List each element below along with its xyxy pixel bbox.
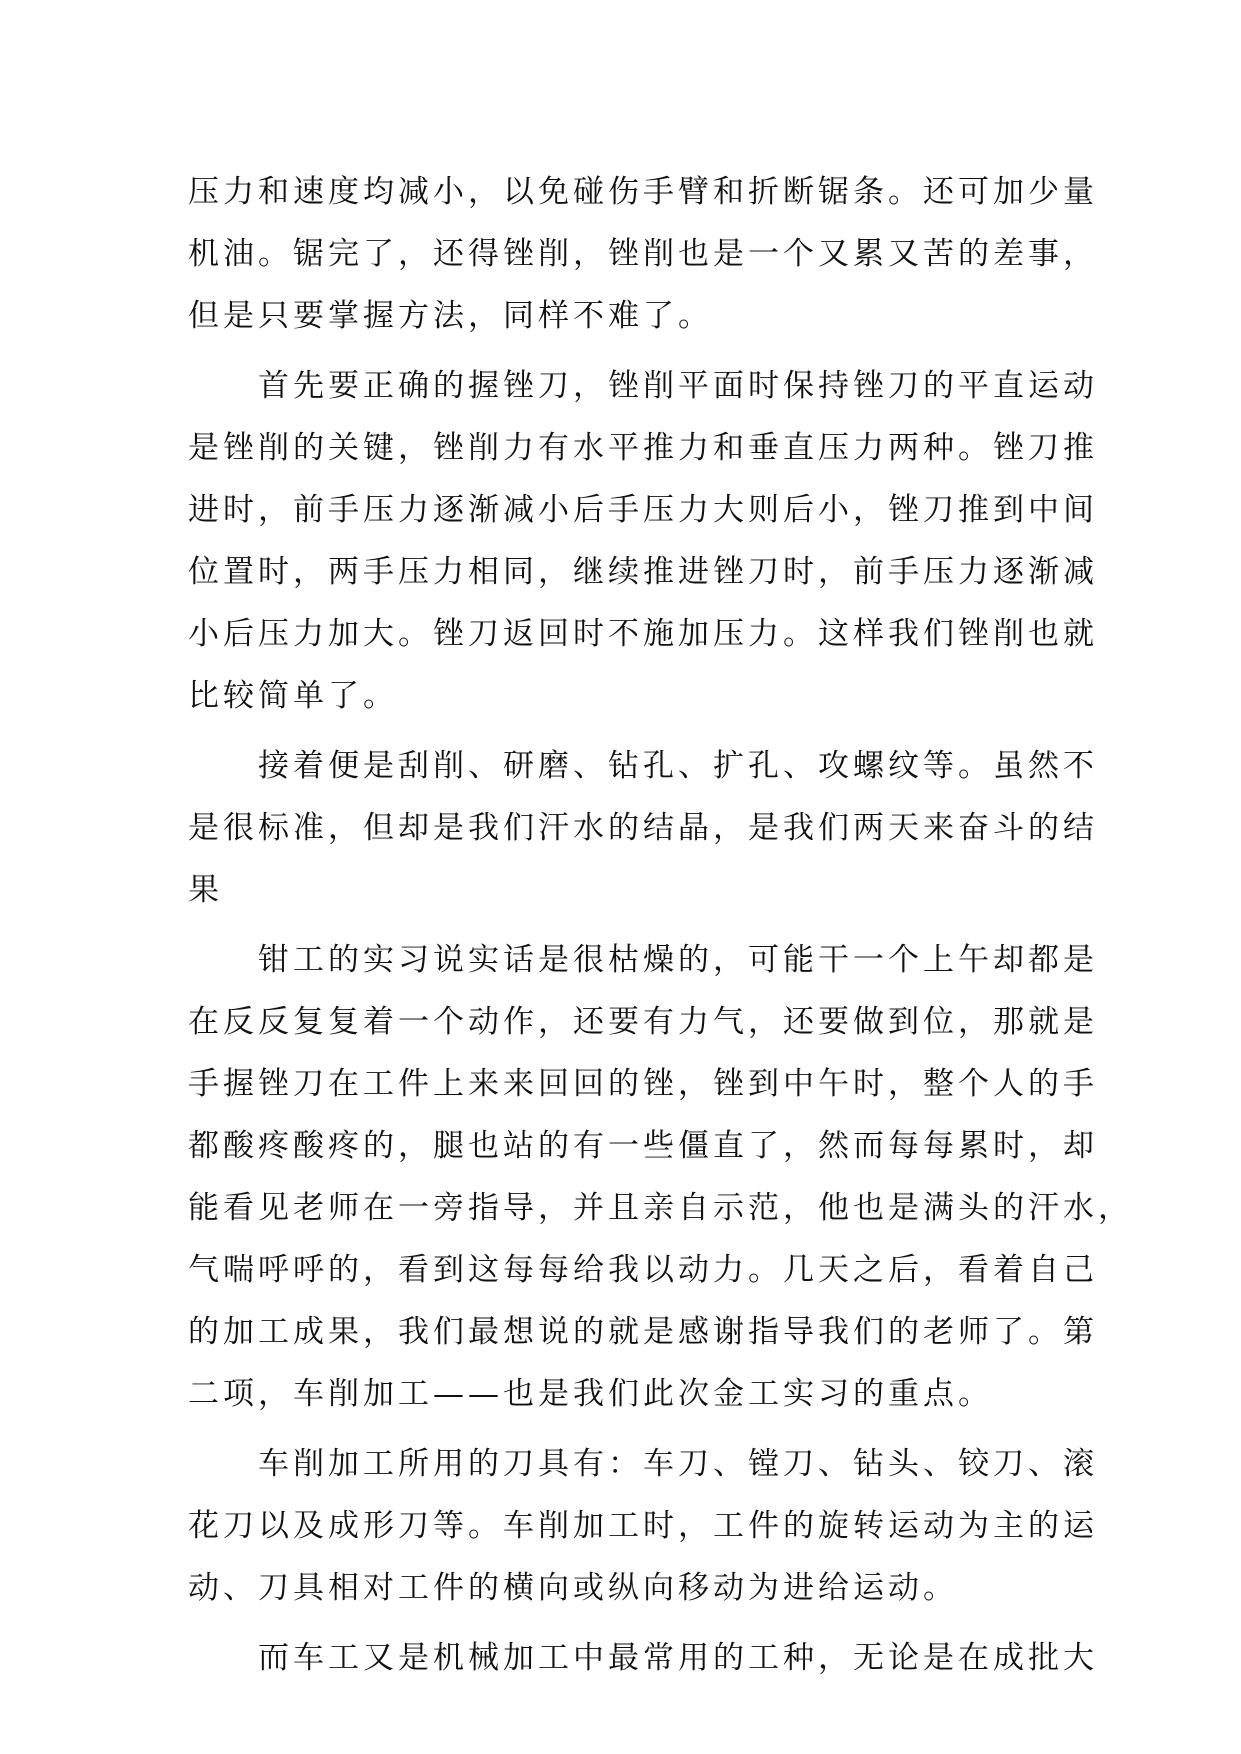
- text-line: 但是只要掌握方法，同样不难了。: [188, 298, 713, 334]
- text-line: 在反反复复着一个动作，还要有力气，还要做到位，那就是: [188, 1004, 1098, 1040]
- text-line: 果: [188, 872, 223, 908]
- text-line: 手握锉刀在工件上来来回回的锉，锉到中午时，整个人的手: [188, 1066, 1098, 1102]
- text-line: 车削加工所用的刀具有：车刀、镗刀、钻头、铰刀、滚: [188, 1446, 1098, 1482]
- text-line: 气喘呼呼的，看到这每每给我以动力。几天之后，看着自己: [188, 1252, 1098, 1288]
- text-line: 而车工又是机械加工中最常用的工种，无论是在成批大: [188, 1640, 1098, 1676]
- text-line: 位置时，两手压力相同，继续推进锉刀时，前手压力逐渐减: [188, 554, 1098, 590]
- text-line: 二项，车削加工——也是我们此次金工实习的重点。: [188, 1376, 993, 1412]
- body-text: [188, 161, 1133, 1689]
- text-line: 能看见老师在一旁指导，并且亲自示范，他也是满头的汗水，: [188, 1190, 1133, 1226]
- text-line: 花刀以及成形刀等。车削加工时，工件的旋转运动为主的运: [188, 1508, 1098, 1544]
- text-line: 钳工的实习说实话是很枯燥的，可能干一个上午却都是: [188, 942, 1098, 978]
- text-line: 小后压力加大。锉刀返回时不施加压力。这样我们锉削也就: [188, 616, 1098, 652]
- text-line: 是很标准，但却是我们汗水的结晶，是我们两天来奋斗的结: [188, 810, 1098, 846]
- text-line: 都酸疼酸疼的，腿也站的有一些僵直了，然而每每累时，却: [188, 1128, 1098, 1164]
- text-line: 比较简单了。: [188, 678, 398, 714]
- text-line: 进时，前手压力逐渐减小后手压力大则后小，锉刀推到中间: [188, 492, 1098, 528]
- text-line: 机油。锯完了，还得锉削，锉削也是一个又累又苦的差事，: [188, 236, 1098, 272]
- text-line: 的加工成果，我们最想说的就是感谢指导我们的老师了。第: [188, 1314, 1098, 1350]
- text-line: 是锉削的关键，锉削力有水平推力和垂直压力两种。锉刀推: [188, 430, 1098, 466]
- text-line: 首先要正确的握锉刀，锉削平面时保持锉刀的平直运动: [188, 368, 1098, 404]
- text-line: 压力和速度均减小，以免碰伤手臂和折断锯条。还可加少量: [188, 174, 1098, 210]
- text-line: 接着便是刮削、研磨、钻孔、扩孔、攻螺纹等。虽然不: [188, 748, 1098, 784]
- text-line: 动、刀具相对工件的横向或纵向移动为进给运动。: [188, 1570, 958, 1606]
